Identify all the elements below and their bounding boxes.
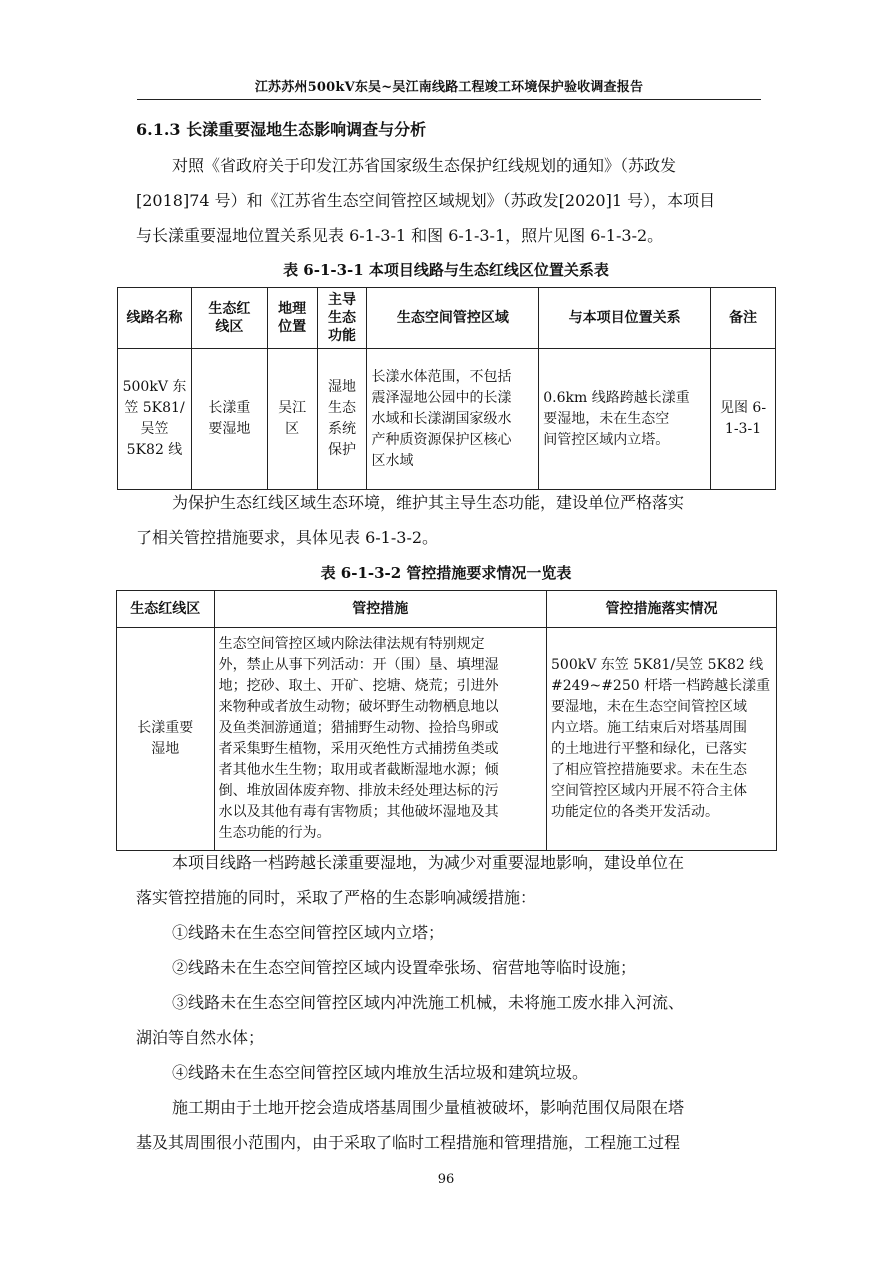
header-route-name: 线路名称 xyxy=(118,288,192,349)
cell-route-name: 500kV 东 笠 5K81/ 吴笠 5K82 线 xyxy=(118,349,192,490)
header-location: 地理 位置 xyxy=(267,288,317,349)
measure-item-continued: 湖泊等自然水体； xyxy=(136,1028,265,1047)
table-header-row xyxy=(117,591,777,628)
header-main-function: 主导 生态 功能 xyxy=(317,288,367,349)
measure-item: ④线路未在生态空间管控区域内堆放生活垃圾和建筑垃圾。 xyxy=(172,1063,589,1082)
header-control-area: 生态空间管控区域 xyxy=(367,288,539,349)
intro-paragraph xyxy=(136,148,760,253)
paragraph-line: [2018]74 号）和《江苏省生态空间管控区域规划》（苏政发[2020]1 号），本项目 xyxy=(136,191,716,210)
cell-remark: 见图 6- 1-3-1 xyxy=(711,349,776,490)
header-redline-zone: 生态红线区 xyxy=(117,591,215,628)
measure-item: ①线路未在生态空间管控区域内立塔； xyxy=(172,923,445,942)
cell-implementation: 500kV 东笠 5K81/吴笠 5K82 线 #249~#250 杆塔一档跨越长漾重 要湿地，未在生态空间管控区域 内立塔。施工结束后对塔基周围 的土地进行平整和绿化，已落实 了相应管控措施要求。未在生态 空间管控区域内开展不符合主体 功能定位的各类开发活动。 xyxy=(547,628,777,851)
cell-control-area: 长漾水体范围，不包括 震泽湿地公园中的长漾 水域和长漾湖国家级水 产种质资源保护区核心 区水域 xyxy=(367,349,539,490)
measure-item: ③线路未在生态空间管控区域内冲洗施工机械，未将施工废水排入河流、 xyxy=(172,993,685,1012)
header-implementation: 管控措施落实情况 xyxy=(547,591,777,628)
measure-item: ②线路未在生态空间管控区域内设置牵张场、宿营地等临时设施； xyxy=(172,958,637,977)
header-redline-zone: 生态红 线区 xyxy=(191,288,267,349)
header-relation: 与本项目位置关系 xyxy=(539,288,711,349)
cell-main-function: 湿地 生态 系统 保护 xyxy=(317,349,367,490)
paragraph-line: 落实管控措施的同时，采取了严格的生态影响减缓措施： xyxy=(136,888,537,907)
cell-redline-zone: 长漾重 要湿地 xyxy=(191,349,267,490)
header-rule xyxy=(137,99,761,100)
paragraph-line: 本项目线路一档跨越长漾重要湿地，为减少对重要湿地影响，建设单位在 xyxy=(172,853,685,872)
mitigation-paragraph xyxy=(136,845,760,1160)
table1-caption: 表 6-1-3-1 本项目线路与生态红线区位置关系表 xyxy=(283,261,609,279)
cell-control-measures: 生态空间管控区域内除法律法规有特别规定 外，禁止从事下列活动：开（围）垦、填埋湿 地；挖砂、取土、开矿、挖塘、烧荒；引进外 来物种或者放生动物；破坏野生动物栖息地以 及鱼类洄游通道；猎捕野生动物、捡拾鸟卵或 者采集野生植物，采用灭绝性方式捕捞鱼类或 者其他水生生物；取用或者截断湿地水源；倾 倒、堆放固体废弃物、排放未经处理达标的污 水以及其他有毒有害物质；其他破坏湿地及其 生态功能的行为。 xyxy=(214,628,546,851)
protection-paragraph xyxy=(136,485,760,555)
paragraph-line: 为保护生态红线区域生态环境，维护其主导生态功能，建设单位严格落实 xyxy=(172,493,685,512)
page-number: 96 xyxy=(437,1172,455,1187)
paragraph-line: 了相关管控措施要求，具体见表 6-1-3-2。 xyxy=(136,528,439,547)
cell-relation: 0.6km 线路跨越长漾重 要湿地，未在生态空 间管控区域内立塔。 xyxy=(539,349,711,490)
paragraph-line: 基及其周围很小范围内，由于采取了临时工程措施和管理措施，工程施工过程 xyxy=(136,1133,681,1152)
paragraph-line: 与长漾重要湿地位置关系见表 6-1-3-1 和图 6-1-3-1，照片见图 6-1-3-2。 xyxy=(136,226,664,245)
paragraph-line: 对照《省政府关于印发江苏省国家级生态保护红线规划的通知》（苏政发 xyxy=(172,156,677,175)
cell-redline-zone: 长漾重要 湿地 xyxy=(117,628,215,851)
section-title: 6.1.3 长漾重要湿地生态影响调查与分析 xyxy=(136,120,427,139)
table-header-row xyxy=(118,288,776,349)
document-header: 江苏苏州500kV东吴~吴江南线路工程竣工环境保护验收调查报告 xyxy=(254,80,644,95)
table2-caption: 表 6-1-3-2 管控措施要求情况一览表 xyxy=(320,564,572,582)
header-remark: 备注 xyxy=(711,288,776,349)
paragraph-line: 施工期由于土地开挖会造成塔基周围少量植被破坏，影响范围仅局限在塔 xyxy=(172,1098,685,1117)
header-control-measures: 管控措施 xyxy=(214,591,546,628)
table-row xyxy=(118,349,776,490)
control-measures-table xyxy=(116,590,777,851)
table-row xyxy=(117,628,777,851)
cell-location: 吴江 区 xyxy=(267,349,317,490)
position-relation-table xyxy=(117,287,776,490)
